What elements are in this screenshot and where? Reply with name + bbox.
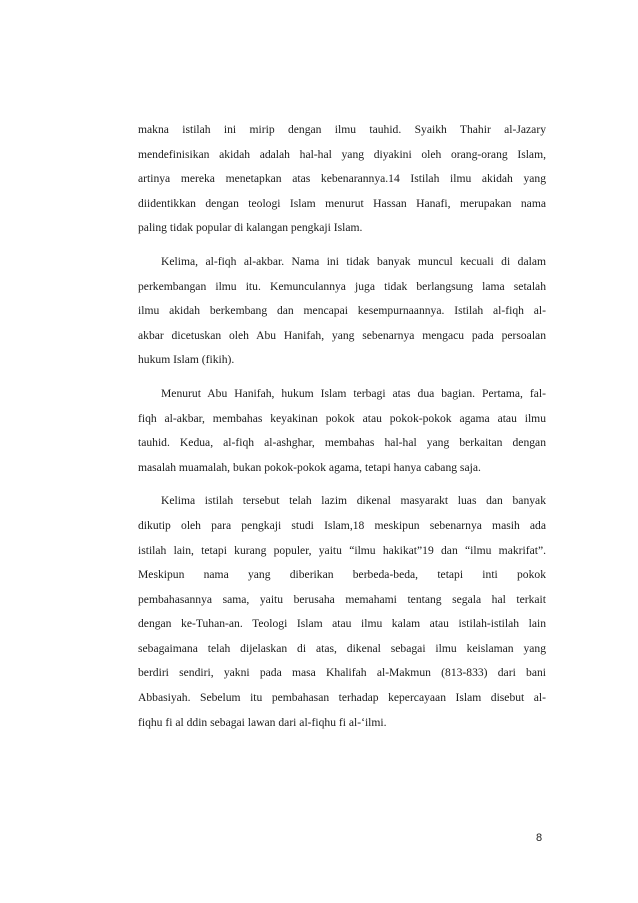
text-line: Kelima istilah tersebut telah lazim dikenal masyarakt luas dan banyak — [161, 494, 546, 508]
text-line: makna istilah ini mirip dengan ilmu tauhid. Syaikh Thahir al-Jazary — [138, 123, 546, 136]
text-line: istilah lain, tetapi kurang populer, yaitu “ilmu hakikat”19 dan “ilmu makrifat”. — [138, 543, 546, 557]
text-line: Kelima, al-fiqh al-akbar. Nama ini tidak banyak muncul kecuali di dalam — [161, 254, 546, 268]
text-line: artinya mereka menetapkan atas kebenarannya.14 Istilah ilmu akidah yang — [138, 172, 546, 186]
text-line: fiqhu fi al ddin sebagai lawan dari al-fiqhu fi al-‘ilmi. — [138, 715, 387, 729]
text-line: akbar dicetuskan oleh Abu Hanifah, yang sebenarnya mengacu pada persoalan — [138, 328, 546, 342]
text-line: mendefinisikan akidah adalah hal-hal yang diyakini oleh orang-orang Islam, — [138, 147, 546, 161]
text-line: masalah muamalah, bukan pokok-pokok agama, tetapi hanya cabang saja. — [138, 460, 481, 474]
text-line: sebagaimana telah dijelaskan di atas, dikenal sebagai ilmu keislaman yang — [138, 641, 546, 655]
paragraph — [138, 489, 546, 735]
text-line: dengan ke-Tuhan-an. Teologi Islam atau ilmu kalam atau istilah-istilah lain — [138, 617, 546, 631]
text-line: hukum Islam (fikih). — [138, 353, 235, 367]
text-line: ilmu akidah berkembang dan mencapai kesempurnaannya. Istilah al-fiqh al- — [138, 304, 546, 318]
text-line: paling tidak popular di kalangan pengkaji Islam. — [138, 221, 363, 235]
text-line: berdiri sendiri, yakni pada masa Khalifah al-Makmun (813-833) dari bani — [138, 666, 546, 680]
text-line: dikutip oleh para pengkaji studi Islam,18 meskipun sebenarnya masih ada — [138, 518, 546, 532]
text-line: tauhid. Kedua, al-fiqh al-ashghar, membahas hal-hal yang berkaitan dengan — [138, 436, 546, 450]
paragraph — [138, 250, 546, 373]
text-line: diidentikkan dengan teologi Islam menurut Hassan Hanafi, merupakan nama — [138, 196, 546, 210]
paragraph — [138, 118, 546, 241]
page-number: 8 — [536, 832, 543, 844]
paragraph — [138, 382, 546, 480]
text-line: Menurut Abu Hanifah, hukum Islam terbagi atas dua bagian. Pertama, fal- — [161, 386, 546, 400]
text-line: perkembangan ilmu itu. Kemunculannya juga tidak berlangsung lama setalah — [138, 279, 546, 293]
text-line: Abbasiyah. Sebelum itu pembahasan terhadap kepercayaan Islam disebut al- — [138, 691, 546, 705]
text-line: pembahasannya sama, yaitu berusaha memahami tentang segala hal terkait — [138, 592, 546, 606]
text-line: Meskipun nama yang diberikan berbeda-beda, tetapi inti pokok — [138, 568, 546, 582]
text-line: fiqh al-akbar, membahas keyakinan pokok atau pokok-pokok agama atau ilmu — [138, 411, 546, 425]
body-text — [138, 118, 546, 735]
